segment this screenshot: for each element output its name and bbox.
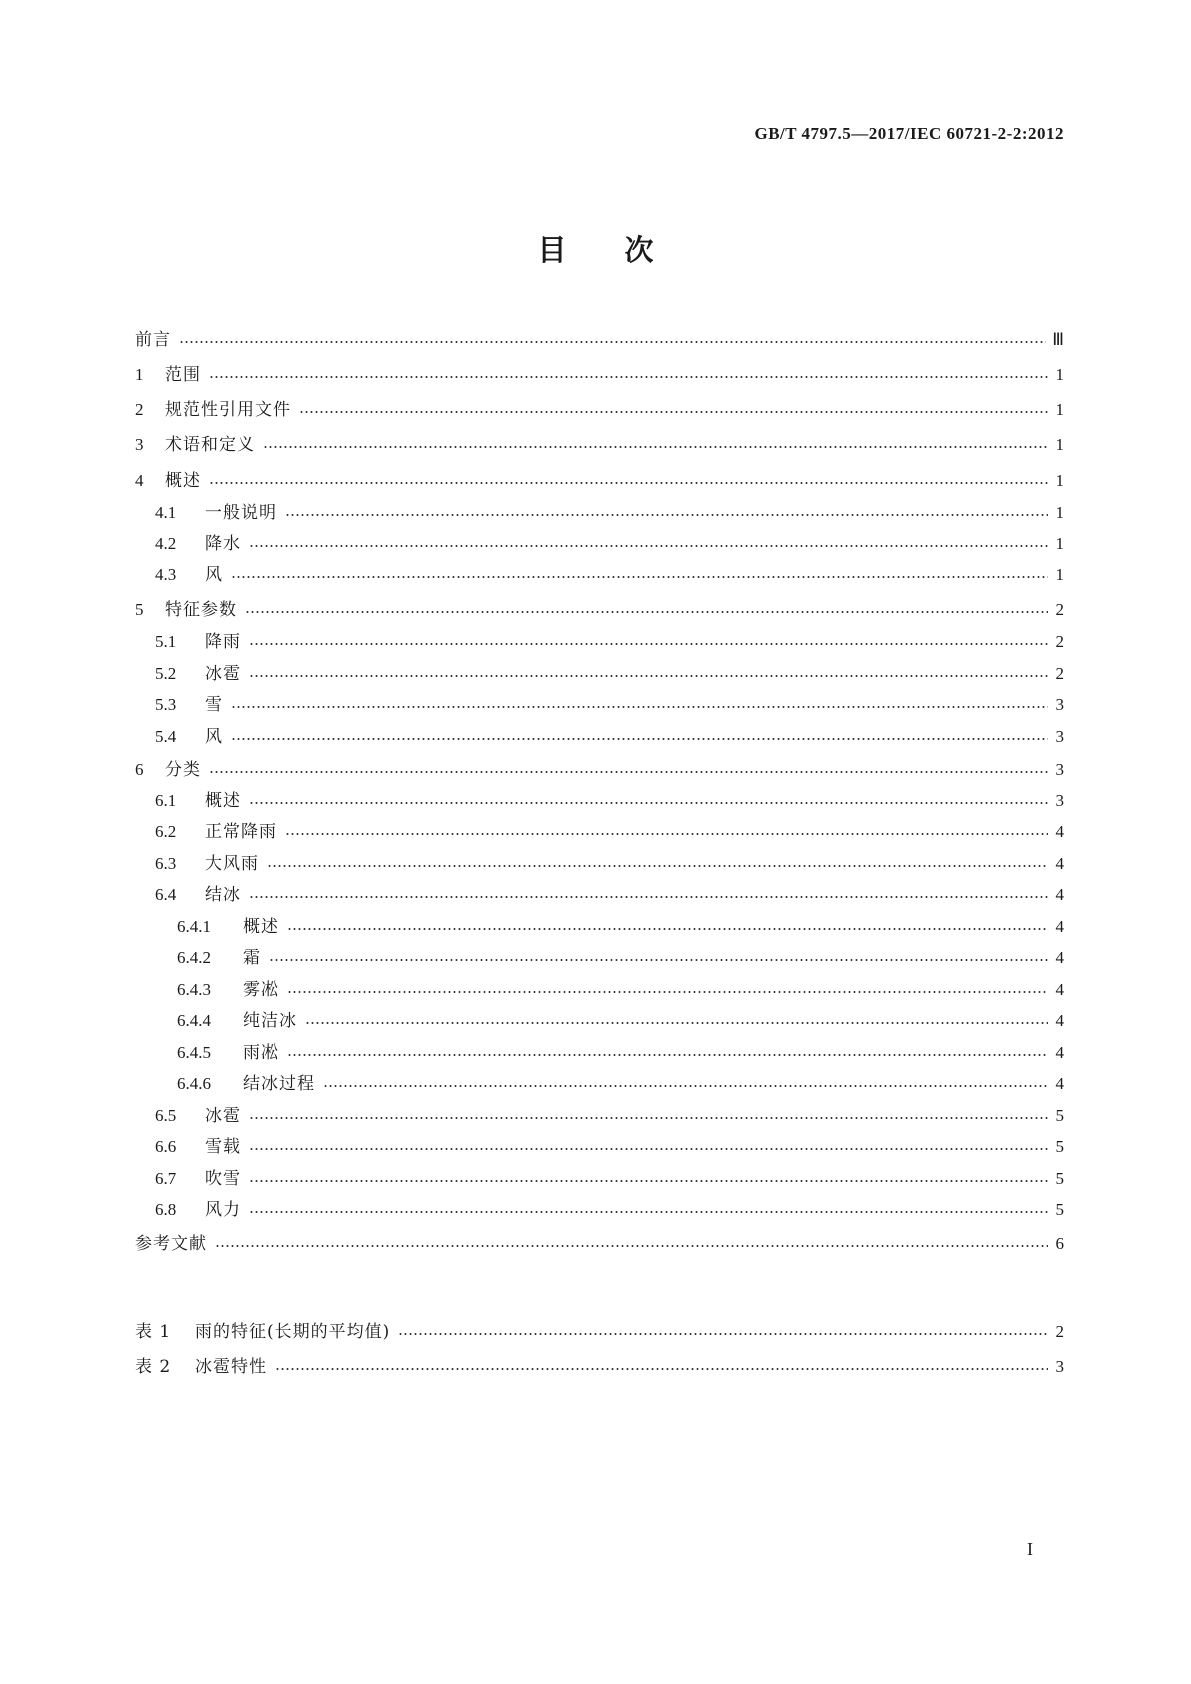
- toc-entry-title: 参考文献: [135, 1234, 207, 1254]
- dot-leader: [263, 446, 1048, 448]
- dot-leader: [275, 1368, 1048, 1370]
- toc-entry-title: 吹雪: [205, 1169, 241, 1189]
- toc-entry-6-4-6[interactable]: [177, 1070, 1064, 1098]
- toc-entry-title: 前言: [135, 330, 171, 350]
- toc-entry-6-1[interactable]: [155, 787, 1064, 815]
- toc-entry-number: 6.1: [155, 791, 177, 810]
- toc-entry-page: 2: [1055, 664, 1064, 683]
- toc-entry-page: 3: [1055, 727, 1064, 746]
- page-title: 目次: [537, 233, 712, 267]
- toc-entry-title: 大风雨: [205, 854, 259, 874]
- toc-entry-title: 正常降雨: [205, 822, 277, 842]
- toc-entry-5-4[interactable]: [155, 723, 1064, 751]
- toc-entry-4-1[interactable]: [155, 499, 1064, 527]
- toc-entry-number: 6.4.4: [177, 1011, 211, 1030]
- toc-entry-number: 6.4.2: [177, 948, 211, 967]
- toc-entry-number: 4.3: [155, 565, 177, 584]
- toc-entry-title: 风: [205, 565, 223, 585]
- toc-entry-title: 概述: [165, 471, 201, 491]
- dot-leader: [249, 1211, 1048, 1213]
- toc-entry-6-4-2[interactable]: [177, 944, 1064, 972]
- toc-entry-6-2[interactable]: [155, 818, 1064, 846]
- toc-entry-title: 规范性引用文件: [165, 400, 291, 420]
- dot-leader: [269, 959, 1048, 961]
- dot-leader: [249, 1117, 1048, 1119]
- toc-table-2[interactable]: [135, 1353, 1064, 1381]
- toc-entry-6-3[interactable]: [155, 850, 1064, 878]
- toc-table-1[interactable]: [135, 1318, 1064, 1346]
- toc-entry-title: 冰雹: [205, 1106, 241, 1126]
- toc-entry-page: 3: [1055, 695, 1064, 714]
- toc-entry-3[interactable]: [135, 431, 1064, 459]
- toc-entry-title: 降雨: [205, 632, 241, 652]
- dot-leader: [249, 545, 1048, 547]
- table-page: 2: [1055, 1322, 1064, 1341]
- toc-entry-page: 4: [1055, 1074, 1064, 1093]
- toc-entry-number: 4.2: [155, 534, 177, 553]
- toc-entry-5-3[interactable]: [155, 691, 1064, 719]
- dot-leader: [299, 411, 1048, 413]
- toc-entry-6-5[interactable]: [155, 1102, 1064, 1130]
- toc-entry-page: 5: [1055, 1137, 1064, 1156]
- toc-entry-page: 3: [1055, 791, 1064, 810]
- toc-entry-number: 6.7: [155, 1169, 177, 1188]
- dot-leader: [249, 1148, 1048, 1150]
- toc-entry-page: 3: [1055, 760, 1064, 779]
- toc-entry-title: 纯洁冰: [243, 1011, 297, 1031]
- toc-entry-title: 结冰: [205, 885, 241, 905]
- toc-entry-6-7[interactable]: [155, 1165, 1064, 1193]
- dot-leader: [209, 482, 1048, 484]
- dot-leader: [249, 802, 1048, 804]
- toc-entry-number: 4: [135, 471, 144, 490]
- toc-entry-page: 4: [1055, 917, 1064, 936]
- toc-entry-title: 特征参数: [165, 600, 237, 620]
- toc-entry-number: 6.2: [155, 822, 177, 841]
- toc-entry-page: 1: [1055, 400, 1064, 419]
- toc-entry-page: 1: [1055, 471, 1064, 490]
- toc-entry-number: 3: [135, 435, 144, 454]
- toc-entry-title: 术语和定义: [165, 435, 255, 455]
- dot-leader: [285, 514, 1048, 516]
- table-page: 3: [1055, 1357, 1064, 1376]
- toc-entry-page: 1: [1055, 565, 1064, 584]
- toc-entry-page: 4: [1055, 1043, 1064, 1062]
- toc-entry-page: 2: [1055, 632, 1064, 651]
- dot-leader: [287, 928, 1048, 930]
- toc-entry-number: 5.4: [155, 727, 177, 746]
- toc-entry-title: 风力: [205, 1200, 241, 1220]
- dot-leader: [323, 1085, 1048, 1087]
- dot-leader: [231, 738, 1048, 740]
- toc-entry-number: 6.6: [155, 1137, 177, 1156]
- toc-entry-number: 6.4.5: [177, 1043, 211, 1062]
- toc-entry-title: 风: [205, 727, 223, 747]
- toc-entry-4-2[interactable]: [155, 530, 1064, 558]
- toc-entry-title: 分类: [165, 760, 201, 780]
- dot-leader: [209, 376, 1048, 378]
- toc-entry-page: 4: [1055, 980, 1064, 999]
- toc-entry-number: 6.4.6: [177, 1074, 211, 1093]
- standard-code: GB/T 4797.5—2017/IEC 60721-2-2:2012: [754, 124, 1064, 143]
- table-title: 雨的特征(长期的平均值): [195, 1322, 391, 1342]
- toc-entry-title: 概述: [205, 791, 241, 811]
- toc-entry-6[interactable]: [135, 756, 1064, 784]
- toc-entry-page: 5: [1055, 1169, 1064, 1188]
- dot-leader: [249, 675, 1048, 677]
- toc-entry-number: 5.2: [155, 664, 177, 683]
- dot-leader: [249, 896, 1048, 898]
- dot-leader: [231, 706, 1048, 708]
- toc-entry-1[interactable]: [135, 361, 1064, 389]
- toc-entry-4[interactable]: [135, 467, 1064, 495]
- dot-leader: [245, 611, 1048, 613]
- toc-entry-page: 1: [1055, 435, 1064, 454]
- table-number: 表 1: [135, 1322, 172, 1342]
- toc-entry-number: 5: [135, 600, 144, 619]
- toc-entry-page: 4: [1055, 948, 1064, 967]
- dot-leader: [215, 1245, 1048, 1247]
- toc-entry-bibliography[interactable]: [135, 1230, 1064, 1258]
- toc-entry-6-6[interactable]: [155, 1133, 1064, 1161]
- dot-leader: [249, 1180, 1048, 1182]
- toc-entry-page: 4: [1055, 1011, 1064, 1030]
- toc-entry-title: 范围: [165, 365, 201, 385]
- toc-entry-4-3[interactable]: [155, 561, 1064, 589]
- toc-entry-number: 6.3: [155, 854, 177, 873]
- toc-entry-page: Ⅲ: [1052, 330, 1064, 349]
- dot-leader: [231, 576, 1048, 578]
- toc-entry-number: 6: [135, 760, 144, 779]
- toc-entry-page: 4: [1055, 822, 1064, 841]
- toc-entry-number: 1: [135, 365, 144, 384]
- toc-entry-number: 6.8: [155, 1200, 177, 1219]
- toc-entry-6-4-3[interactable]: [177, 976, 1064, 1004]
- dot-leader: [305, 1022, 1048, 1024]
- toc-entry-title: 降水: [205, 534, 241, 554]
- toc-entry-6-4[interactable]: [155, 881, 1064, 909]
- toc-entry-title: 雪载: [205, 1137, 241, 1157]
- toc-entry-page: 6: [1055, 1234, 1064, 1253]
- toc-entry-6-4-5[interactable]: [177, 1039, 1064, 1067]
- table-title: 冰雹特性: [195, 1357, 267, 1377]
- dot-leader: [287, 991, 1048, 993]
- page-number: I: [1027, 1539, 1033, 1559]
- toc-entry-title: 雾凇: [243, 980, 279, 1000]
- dot-leader: [249, 643, 1048, 645]
- toc-entry-page: 5: [1055, 1106, 1064, 1125]
- toc-entry-5[interactable]: [135, 596, 1064, 624]
- toc-entry-6-4-4[interactable]: [177, 1007, 1064, 1035]
- dot-leader: [267, 865, 1048, 867]
- toc-entry-number: 6.4: [155, 885, 177, 904]
- toc-entry-number: 6.5: [155, 1106, 177, 1125]
- toc-entry-foreword[interactable]: [135, 326, 1064, 354]
- table-number: 表 2: [135, 1357, 172, 1377]
- toc-entry-page: 5: [1055, 1200, 1064, 1219]
- toc-entry-title: 霜: [243, 948, 261, 968]
- toc-entry-number: 6.4.3: [177, 980, 211, 999]
- toc-entry-number: 2: [135, 400, 144, 419]
- dot-leader: [285, 833, 1048, 835]
- dot-leader: [179, 341, 1046, 343]
- toc-entry-number: 5.1: [155, 632, 177, 651]
- toc-entry-title: 雨凇: [243, 1043, 279, 1063]
- toc-entry-6-8[interactable]: [155, 1196, 1064, 1224]
- dot-leader: [209, 771, 1048, 773]
- toc-entry-number: 6.4.1: [177, 917, 211, 936]
- dot-leader: [398, 1333, 1048, 1335]
- toc-entry-page: 4: [1055, 854, 1064, 873]
- toc-entry-6-4-1[interactable]: [177, 913, 1064, 941]
- toc-entry-page: 1: [1055, 365, 1064, 384]
- toc-entry-page: 2: [1055, 600, 1064, 619]
- toc-entry-number: 5.3: [155, 695, 177, 714]
- dot-leader: [287, 1054, 1048, 1056]
- toc-entry-page: 4: [1055, 885, 1064, 904]
- toc-entry-title: 结冰过程: [243, 1074, 315, 1094]
- toc-entry-page: 1: [1055, 534, 1064, 553]
- toc-entry-title: 一般说明: [205, 503, 277, 523]
- toc-entry-title: 雪: [205, 695, 223, 715]
- toc-entry-5-1[interactable]: [155, 628, 1064, 656]
- toc-entry-5-2[interactable]: [155, 660, 1064, 688]
- toc-entry-number: 4.1: [155, 503, 177, 522]
- toc-entry-title: 冰雹: [205, 664, 241, 684]
- toc-entry-2[interactable]: [135, 396, 1064, 424]
- toc-entry-title: 概述: [243, 917, 279, 937]
- toc-entry-page: 1: [1055, 503, 1064, 522]
